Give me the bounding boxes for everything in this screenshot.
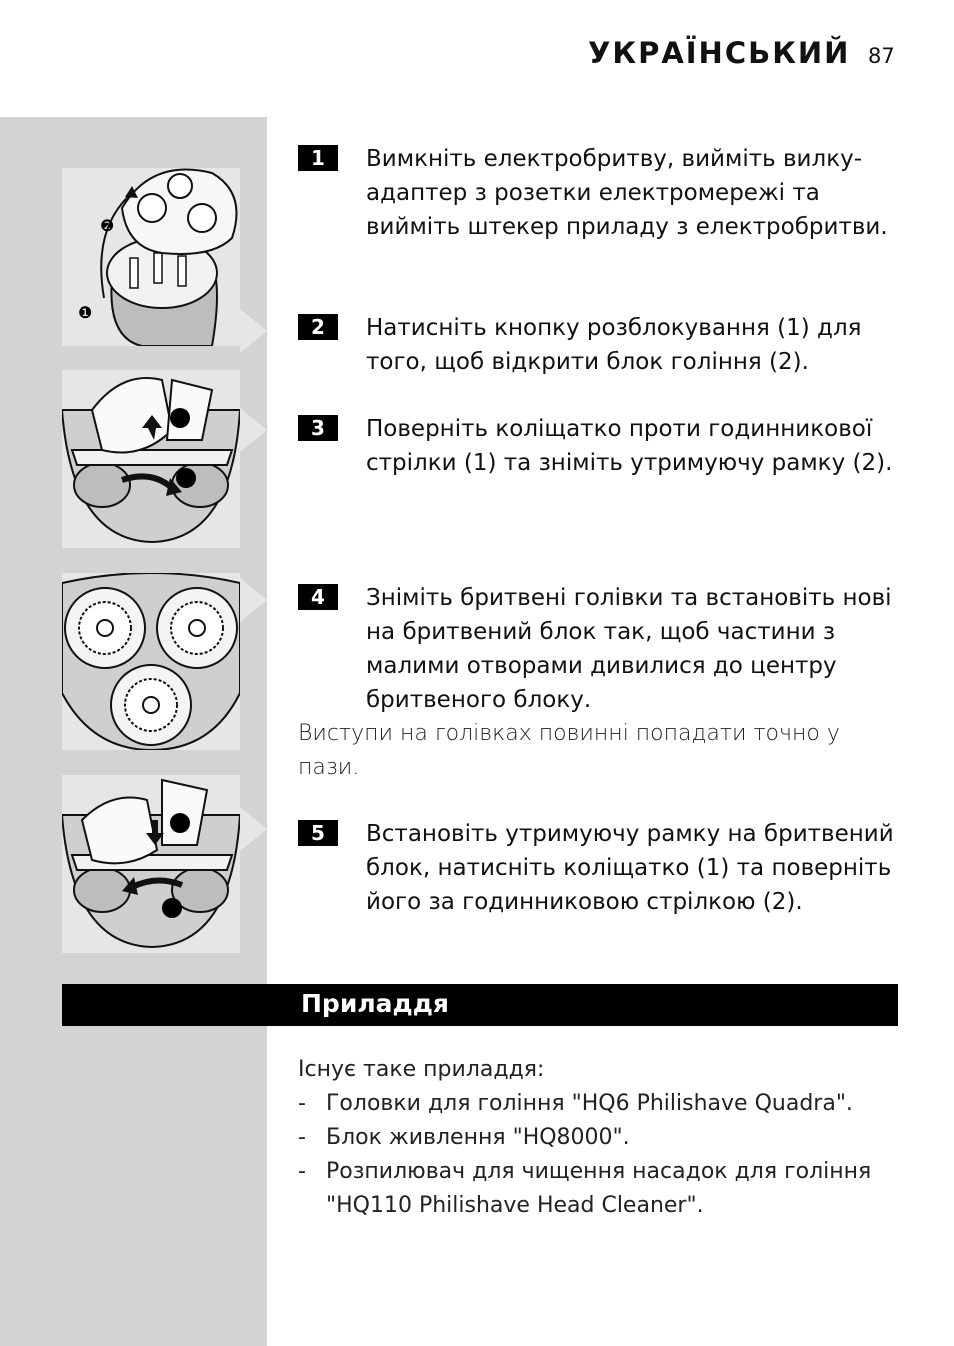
accessories-list — [298, 1087, 903, 1223]
step-4-note: Виступи на голівках повинні попадати точно у пази. — [298, 721, 840, 780]
list-bullet: - — [298, 1159, 306, 1184]
shaver-open-icon — [62, 168, 240, 346]
retaining-frame-lock-icon — [62, 775, 240, 953]
list-item — [298, 1087, 903, 1121]
shaving-heads-icon — [62, 573, 240, 750]
step-1-text: Вимкніть електробритву, вийміть вилку-адаптер з розетки електромережі та вийміть штекер приладу з електробритви. — [366, 146, 888, 240]
figure-2-pointer — [240, 408, 267, 452]
list-item-text: Розпилювач для чищення насадок для гоління "HQ110 Philishave Head Cleaner". — [326, 1159, 872, 1218]
list-item-text: Блок живлення "HQ8000". — [326, 1125, 630, 1150]
figure-4-drawing — [62, 775, 240, 953]
page-title: УКРАЇНСЬКИЙ — [588, 36, 851, 70]
accessories-section-title: Приладдя — [301, 989, 449, 1018]
figure-1-drawing — [62, 168, 240, 346]
step-3-badge: 3 — [298, 415, 338, 441]
figure-2-drawing — [62, 370, 240, 548]
list-item-text: Головки для гоління "HQ6 Philishave Quadra". — [326, 1091, 853, 1116]
figure-1-label-2: ❷ — [100, 216, 115, 235]
step-2-badge: 2 — [298, 314, 338, 340]
accessories-section-header — [62, 984, 898, 1026]
list-bullet: - — [298, 1091, 306, 1116]
list-item — [298, 1121, 903, 1155]
accessories-intro: Існує таке приладдя: — [298, 1057, 545, 1082]
figure-4-pointer — [240, 807, 267, 851]
step-5-badge: 5 — [298, 820, 338, 846]
figure-3-drawing — [62, 573, 240, 750]
figure-1-pointer — [240, 309, 267, 353]
page-number: 87 — [868, 44, 895, 68]
step-5-text: Встановіть утримуючу рамку на бритвений блок, натисніть коліщатко (1) та поверніть його за годинниковою стрілкою (2). — [366, 821, 894, 915]
figure-3-pointer — [240, 578, 267, 622]
step-1-badge: 1 — [298, 145, 338, 171]
retaining-frame-unlock-icon — [62, 370, 240, 548]
step-4-badge: 4 — [298, 584, 338, 610]
list-item — [298, 1155, 903, 1223]
step-3-text: Поверніть коліщатко проти годинникової стрілки (1) та зніміть утримуючу рамку (2). — [366, 416, 893, 476]
list-bullet: - — [298, 1125, 306, 1150]
step-2-text: Натисніть кнопку розблокування (1) для того, щоб відкрити блок гоління (2). — [366, 315, 862, 375]
figure-1-label-1: ❶ — [78, 303, 93, 322]
step-4-text: Зніміть бритвені голівки та встановіть нові на бритвений блок так, щоб частини з малими отворами дивилися до центру бритвеного блоку. — [366, 585, 892, 713]
